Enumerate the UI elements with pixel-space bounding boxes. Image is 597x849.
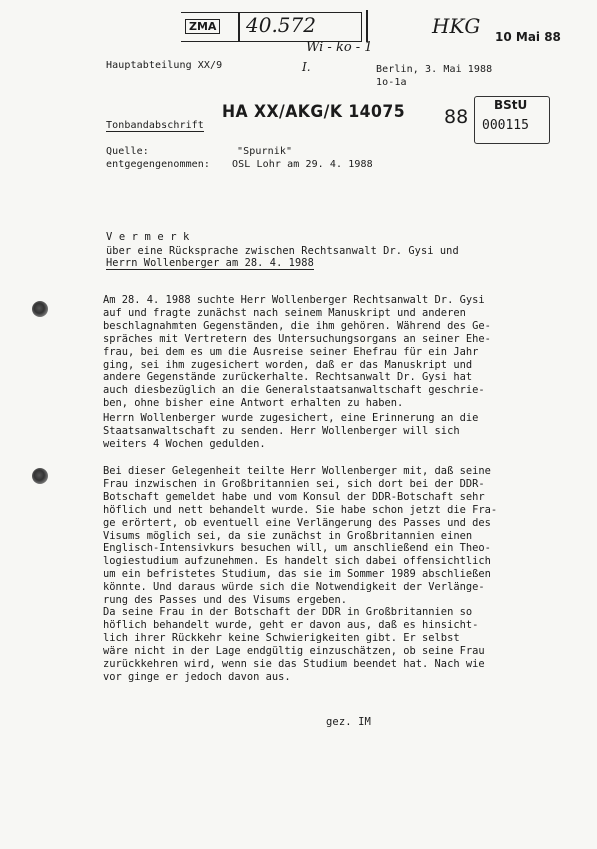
source-value: "Spurnik" [237,146,293,157]
archive-page-number: 88 [444,106,469,128]
department: Hauptabteilung XX/9 [106,60,223,71]
bstu-label: BStU [494,98,528,112]
archive-signature: HA XX/AKG/K 14075 [222,102,406,122]
handwritten-reference: Wi - ko - 1 [306,40,373,55]
subject-line-2: Herrn Wollenberger am 28. 4. 1988 [106,257,314,269]
source-label: Quelle: [106,146,149,157]
date-stamp: 10 Mai 88 [495,30,561,44]
punch-hole-top [32,301,48,317]
paragraph-3: Bei dieser Gelegenheit teilte Herr Wollenberger mit, daß seine Frau inzwischen in Großbritannien sei, sich dort bei der DDR- Botschaft gemeldet habe und vom Konsul der DDR-Botschaft sehr höflich und nett behandelt wurde. Sie habe schon jetzt die Fra- ge erörtert, ob eventuell eine Verlängerung des Passes und des Visums möglich sei, da sie zunächst in Großbritannien einen Englisch-Intensivkurs besuchen will, um anschließend ein Theo- logiestudium aufzunehmen. Es handelt sich dabei offensichtlich um ein befristetes Studium, das sie im Sommer 1989 abschließen könnte. Und daraus würde sich die Notwendigkeit der Verlänge- rung des Passes und des Visums ergeben. [103,465,498,607]
zma-number: 40.572 [246,13,316,37]
subject-line-1: über eine Rücksprache zwischen Rechtsanwalt Dr. Gysi und [106,245,459,257]
heading: V e r m e r k [106,231,190,243]
place-date: Berlin, 3. Mai 1988 [376,64,493,75]
paragraph-2: Herrn Wollenberger wurde zugesichert, eine Erinnerung an die Staatsanwaltschaft zu senden. Herr Wollenberger will sich weiters 4 Wochen gedulden. [103,412,479,450]
received-label: entgegengenommen: [106,159,211,170]
doc-type: Tonbandabschrift [106,120,204,131]
handwritten-top-right: HKG [432,14,481,38]
stamp-divider-right [366,10,368,42]
stamp-divider [238,12,240,42]
handwritten-mark: I. [302,60,311,74]
punch-hole-bottom [32,468,48,484]
time: 1o-1a [376,77,407,88]
zma-label: ZMA [185,19,220,34]
paragraph-1: Am 28. 4. 1988 suchte Herr Wollenberger Rechtsanwalt Dr. Gysi auf und fragte zunächst nach seinem Manuskript und anderen beschlagnahmten Gegenständen, die ihm gehören. Während des Ge- spräches mit Vertretern des Untersuchungsorgans an seiner Ehe- frau, bei dem es um die Ausreise seiner Ehefrau für ein Jahr ging, sei ihm zugesichert worden, daß er das Manuskript und andere Gegenstände zurückerhalte. Rechtsanwalt Dr. Gysi hat auch diesbezüglich an die Generalstaatsanwaltschaft geschrie- ben, ohne bisher eine Antwort erhalten zu haben. [103,294,491,410]
paragraph-4: Da seine Frau in der Botschaft der DDR in Großbritannien so höflich behandelt wurde, geht er davon aus, daß es hinsicht- lich ihrer Rückkehr keine Schwierigkeiten gibt. Er selbst wäre nicht in der Lage endgültig einzuschätzen, ob seine Frau zurückkehren wird, wenn sie das Studium beendet hat. Nach wie vor ginge er jedoch davon aus. [103,606,485,683]
bstu-number: 000115 [482,118,529,133]
received-value: OSL Lohr am 29. 4. 1988 [232,159,373,170]
signature: gez. IM [326,716,371,728]
